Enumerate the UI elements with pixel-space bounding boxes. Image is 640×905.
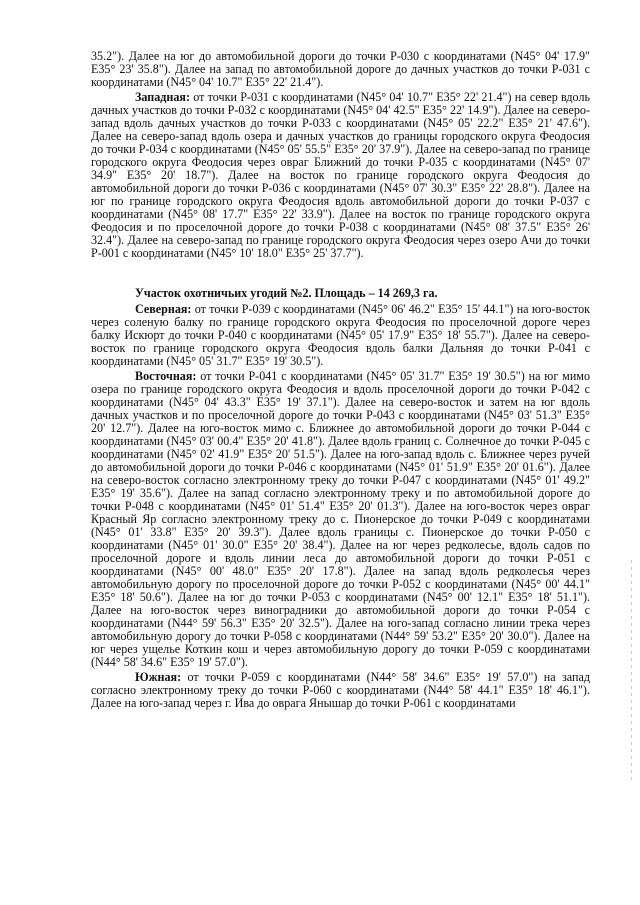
- west-boundary-text: от точки Р-031 с координатами (N45° 04' 10.7" E35° 22' 21.4") на север вдоль дачных участков до точки Р-032 с координатами (N45° 04' 42.5" E35° 22' 14.9"). Далее на северо-запад вдоль дачных участков до точки Р-033 с координатами (N45° 05' 22.2" E35° 21' 47.6"). Далее на северо-запад вдоль озера и дачных участков до границы городского округа Феодосия до точки Р-034 с координатами (N45° 05' 55.5" E35° 20' 37.9"). Далее на северо-запад по границе городского округа Феодосия через овраг Ближний до точки Р-035 с координатами (N45° 07' 34.9" E35° 20' 18.7"). Далее на восток по границе городского округа Феодосия до автомобильной дороги до точки Р-036 с координатами (N45° 07' 30.3" E35° 22' 28.8"). Далее на юг по границе городского округа Феодосия вдоль автомобильной дороги до точки Р-037 с координатами (N45° 08' 17.7" E35° 22' 33.9"). Далее на восток по границе городского округа Феодосия и по проселочной дороге до точки Р-038 с координатами (N45° 08' 37.5" E35° 26' 32.4"). Далее на северо-запад по границе городского округа Феодосия через озеро Ачи до точки Р-001 с координатами (N45° 10' 18.0" E35° 25' 37.7").: [91, 90, 590, 260]
- south-boundary-text: от точки Р-059 с координатами (N44° 58' 34.6" E35° 19' 57.0") на запад согласно электронному треку до точки Р-060 с координатами (N44° 58' 44.1" E35° 18' 46.1"). Далее на юго-запад через г. Ива до оврага Янышар до точки Р-061 с координатами: [91, 670, 590, 710]
- east-boundary-paragraph: [91, 370, 590, 669]
- west-boundary-paragraph: [91, 91, 590, 260]
- east-boundary-label: Восточная:: [135, 369, 197, 383]
- north-boundary-text: от точки Р-039 с координатами (N45° 06' 46.2" E35° 15' 44.1") на юго-восток через соленую балку по границе городского округа Феодосия по проселочной дороге через балку Искюрт до точки Р-040 с координатами (N45° 05' 17.9" E35° 18' 55.7"). Далее на северо-восток по границе городского округа Феодосия вдоль балки Дальняя до точки Р-041 с координатами (N45° 05' 31.7" E35° 19' 30.5").: [91, 302, 590, 368]
- scan-edge-mark: [631, 560, 632, 780]
- south-boundary-label: Южная:: [135, 670, 182, 684]
- east-boundary-text: от точки Р-041 с координатами (N45° 05' 31.7" E35° 19' 30.5") на юг мимо озера по границе городского округа Феодосия и вдоль проселочной дороги до точки Р-042 с координатами (N45° 04' 43.3" E35° 19' 37.1"). Далее на северо-восток и затем на юг вдоль дачных участков и по проселочной дороге до точки Р-043 с координатами (N45° 03' 51.3" E35° 20' 12.7"). Далее на юго-восток мимо с. Ближнее до автомобильной дороги до точки Р-044 с координатами (N45° 03' 00.4" E35° 20' 41.8"). Далее вдоль границ с. Солнечное до точки Р-045 с координатами (N45° 02' 41.9" E35° 20' 51.5"). Далее на юго-запад вдоль с. Ближнее через ручей до автомобильной дороги до точки Р-046 с координатами (N45° 01' 51.9" E35° 20' 01.6"). Далее на северо-восток согласно электронному треку до точки Р-047 с координатами (N45° 01' 49.2" E35° 19' 35.6"). Далее на запад согласно электронному треку и по автомобильной дороге до точки Р-048 с координатами (N45° 01' 51.4" E35° 20' 01.3"). Далее на юго-восток через овраг Красный Яр согласно электронному треку до с. Пионерское до точки Р-049 с координатами (N45° 01' 33.8" E35° 20' 39.3"). Далее вдоль границы с. Пионерское до точки Р-050 с координатами (N45° 01' 30.0" E35° 20' 38.4"). Далее на юг через редколесье, вдоль садов по проселочной дороге и вдоль линии леса до автомобильной дороги до точки Р-051 с координатами (N45° 00' 48.0" E35° 20' 17.8"). Далее на запад вдоль редколесья через автомобильную дорогу по проселочной дороге до точки Р-052 с координатами (N45° 00' 44.1" E35° 18' 50.6"). Далее на юг до точки Р-053 с координатами (N45° 00' 12.1" E35° 18' 51.1"). Далее на юго-восток через виноградники до автомобильной дороги до точки Р-054 с координатами (N44° 59' 56.3" E35° 20' 32.5"). Далее на юго-запад согласно линии трека через автомобильную дорогу до точки Р-058 с координатами (N44° 59' 53.2" E35° 20' 30.0"). Далее на юг через ущелье Коткин кош и через автомобильную дорогу до точки Р-059 с координатами (N44° 58' 34.6" E35° 19' 57.0").: [91, 369, 590, 669]
- continuation-paragraph: 35.2"). Далее на юг до автомобильной дороги до точки Р-030 с координатами (N45° 04' 17.9" E35° 23' 35.8"). Далее на запад по автомобильной дороге до дачных участков до точки Р-031 с координатами (N45° 04' 10.7" E35° 22' 21.4").: [91, 49, 590, 89]
- north-boundary-paragraph: [91, 303, 590, 368]
- section-heading: Участок охотничьих угодий №2. Площадь – 14 269,3 га.: [135, 286, 438, 300]
- west-boundary-label: Западная:: [135, 90, 190, 104]
- north-boundary-label: Северная:: [135, 302, 192, 316]
- south-boundary-paragraph: [91, 671, 590, 710]
